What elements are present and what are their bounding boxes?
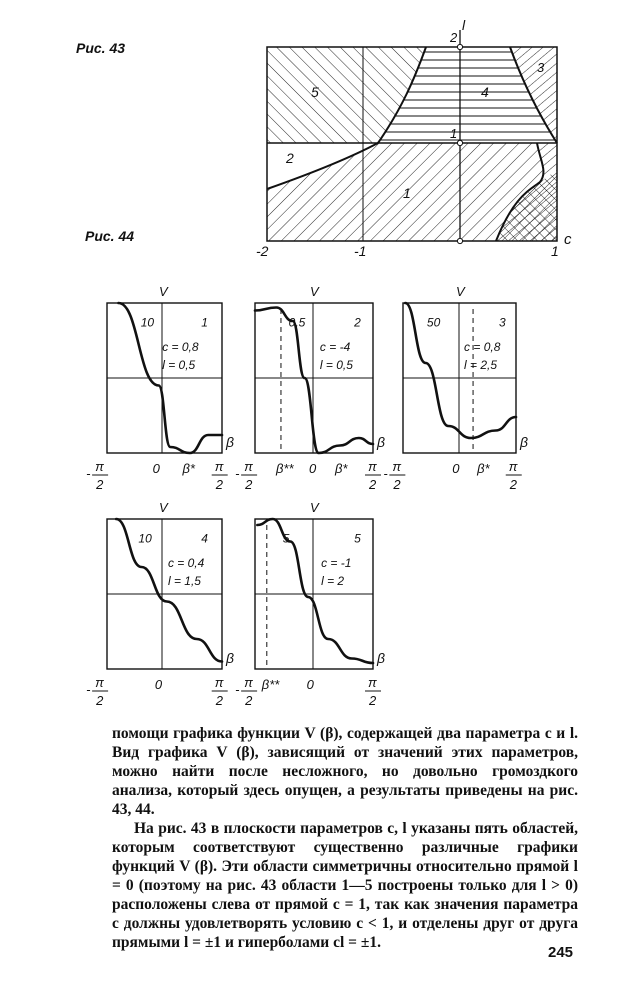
param-c: c = -1 [321,556,352,570]
tick-zero: 0 [152,461,160,476]
region-label-1: 1 [403,185,411,201]
graph-panel-2 [255,284,385,476]
tick-beta-star: β* [334,461,348,476]
figure-43-caption: Рис. 43 [76,40,126,56]
l-axis-label: l [462,17,466,33]
tick-minus-pi-half-den: 2 [96,477,104,492]
tick-zero: 0 [154,677,163,692]
tick-pi-half [506,459,522,492]
tick-1: 1 [551,243,559,259]
region-label-2: 2 [286,150,294,166]
param-c: c = 0,8 [162,340,199,354]
v-axis-label: V [159,284,168,299]
scale-label: 0,5 [288,315,306,330]
region-label-5: 5 [311,84,319,100]
scale-label: 10 [138,531,152,546]
tick-pi-half-num: π [368,459,377,474]
tick-beta-double-star: β** [275,461,294,476]
tick-minus-pi-half [86,459,108,492]
beta-axis-label: β [520,434,528,450]
figure-44-caption: Рис. 44 [85,228,135,244]
tick-minus-pi-half-den: 2 [245,477,253,492]
graph-panel-3 [403,284,528,476]
region-label-3: 3 [537,60,545,75]
tick-minus-pi-half-den: 2 [393,477,401,492]
tick-pi-half-num: π [214,459,224,474]
scale-label: 50 [426,315,441,330]
tick-minus-pi-half-minus: - [383,466,388,481]
tick-minus-pi-half-num: π [244,459,253,474]
tick-minus-pi-half-den: 2 [245,693,253,708]
tick-zero: 0 [306,677,314,692]
tick-pi-half [365,675,381,708]
param-l: l = 0,5 [162,358,196,372]
tick-pi-half-den: 2 [215,477,223,492]
beta-axis-label: β [377,434,385,450]
tick-minus-pi-half-num: π [392,459,402,474]
l-tick-1: 1 [450,126,458,141]
tick-zero: 0 [452,461,460,476]
v-axis-label: V [159,500,168,515]
tick-minus-pi-half-num: π [244,675,253,690]
panel-number: 2 [354,315,361,330]
param-c: c = -4 [319,340,351,354]
graph-panel-1 [107,284,234,476]
tick-minus-pi-half-minus: - [86,682,91,697]
panel-number: 1 [201,315,208,330]
tick-minus-pi-half [235,675,257,708]
tick-zero: 0 [309,461,317,476]
tick-pi-half-den: 2 [215,693,223,708]
scale-label: 10 [140,315,155,330]
v-axis-label: V [310,284,319,299]
panel-number: 3 [499,315,506,330]
tick-pi-half [365,459,381,492]
param-c: c = 0,4 [167,556,205,570]
panel-number: 4 [201,531,208,546]
tick-pi-half-den: 2 [509,477,517,492]
tick-pi-half [212,459,228,492]
paragraph-2: На рис. 43 в плоскости параметров c, l указаны пять областей, которым соответствуют существенно различные графики функций V (β). Эти области симметричны относительно прямой l = 0 (поэтому на рис. 43 области 1—5 построены только для l > 0) расположены слева от прямой c = 1, так как значения параметра c должны удовлетворять условию c < 1, и отделены друг от друга прямыми l = ±1 и гиперболами cl = ±1. [112,820,578,951]
tick-pi-half-num: π [508,459,518,474]
region-label-4: 4 [481,84,489,100]
tick-beta-star: β* [182,461,195,476]
param-l: l = 0,5 [319,358,353,372]
l-tick-2: 2 [450,30,458,45]
beta-axis-label: β [377,650,385,666]
tick-minus-pi-half-den: 2 [96,693,104,708]
tick-beta-star: β* [477,461,490,476]
tick-minus-pi-half [86,675,108,708]
beta-axis-label: β [226,434,234,450]
param-c: c = 0,8 [464,340,501,354]
tick-minus-pi-half-minus: - [86,466,91,481]
tick-beta-double-star: β** [261,677,280,692]
param-l: l = 2 [321,574,345,588]
tick-pi-half [212,675,228,708]
tick-minus-pi-half-num: π [95,459,104,474]
scale-label: 5 [282,531,290,546]
v-axis-label: V [456,284,465,299]
param-l: l = 1,5 [167,574,201,588]
tick-minus-pi-half-num: π [95,675,104,690]
tick-pi-half-den: 2 [369,693,377,708]
tick-minus-1: -1 [354,243,367,259]
tick-minus-pi-half [235,459,257,492]
tick-pi-half-den: 2 [369,477,377,492]
panel-number: 5 [354,531,361,546]
page-number: 245 [548,944,574,961]
graph-panel-4 [107,500,234,692]
beta-axis-label: β [226,650,234,666]
tick-pi-half-num: π [368,675,377,690]
tick-minus-pi-half-minus: - [235,466,240,481]
tick-minus-pi-half-minus: - [235,682,240,697]
body-text [112,724,578,952]
tick-minus-2: -2 [256,243,269,259]
graph-panel-5 [255,500,385,692]
tick-minus-pi-half [383,459,405,492]
v-axis-label: V [310,500,319,515]
c-axis-label: c [564,231,572,248]
paragraph-1: помощи графика функции V (β), содержащей два параметра c и l. Вид графика V (β), зависящий от значений этих параметров, можно найти после несложного, но довольно громоздкого анализа, который здесь опущен, а результаты приведены на рис. 43, 44. [112,725,578,818]
param-l: l = 2,5 [464,358,498,372]
tick-pi-half-num: π [214,675,224,690]
